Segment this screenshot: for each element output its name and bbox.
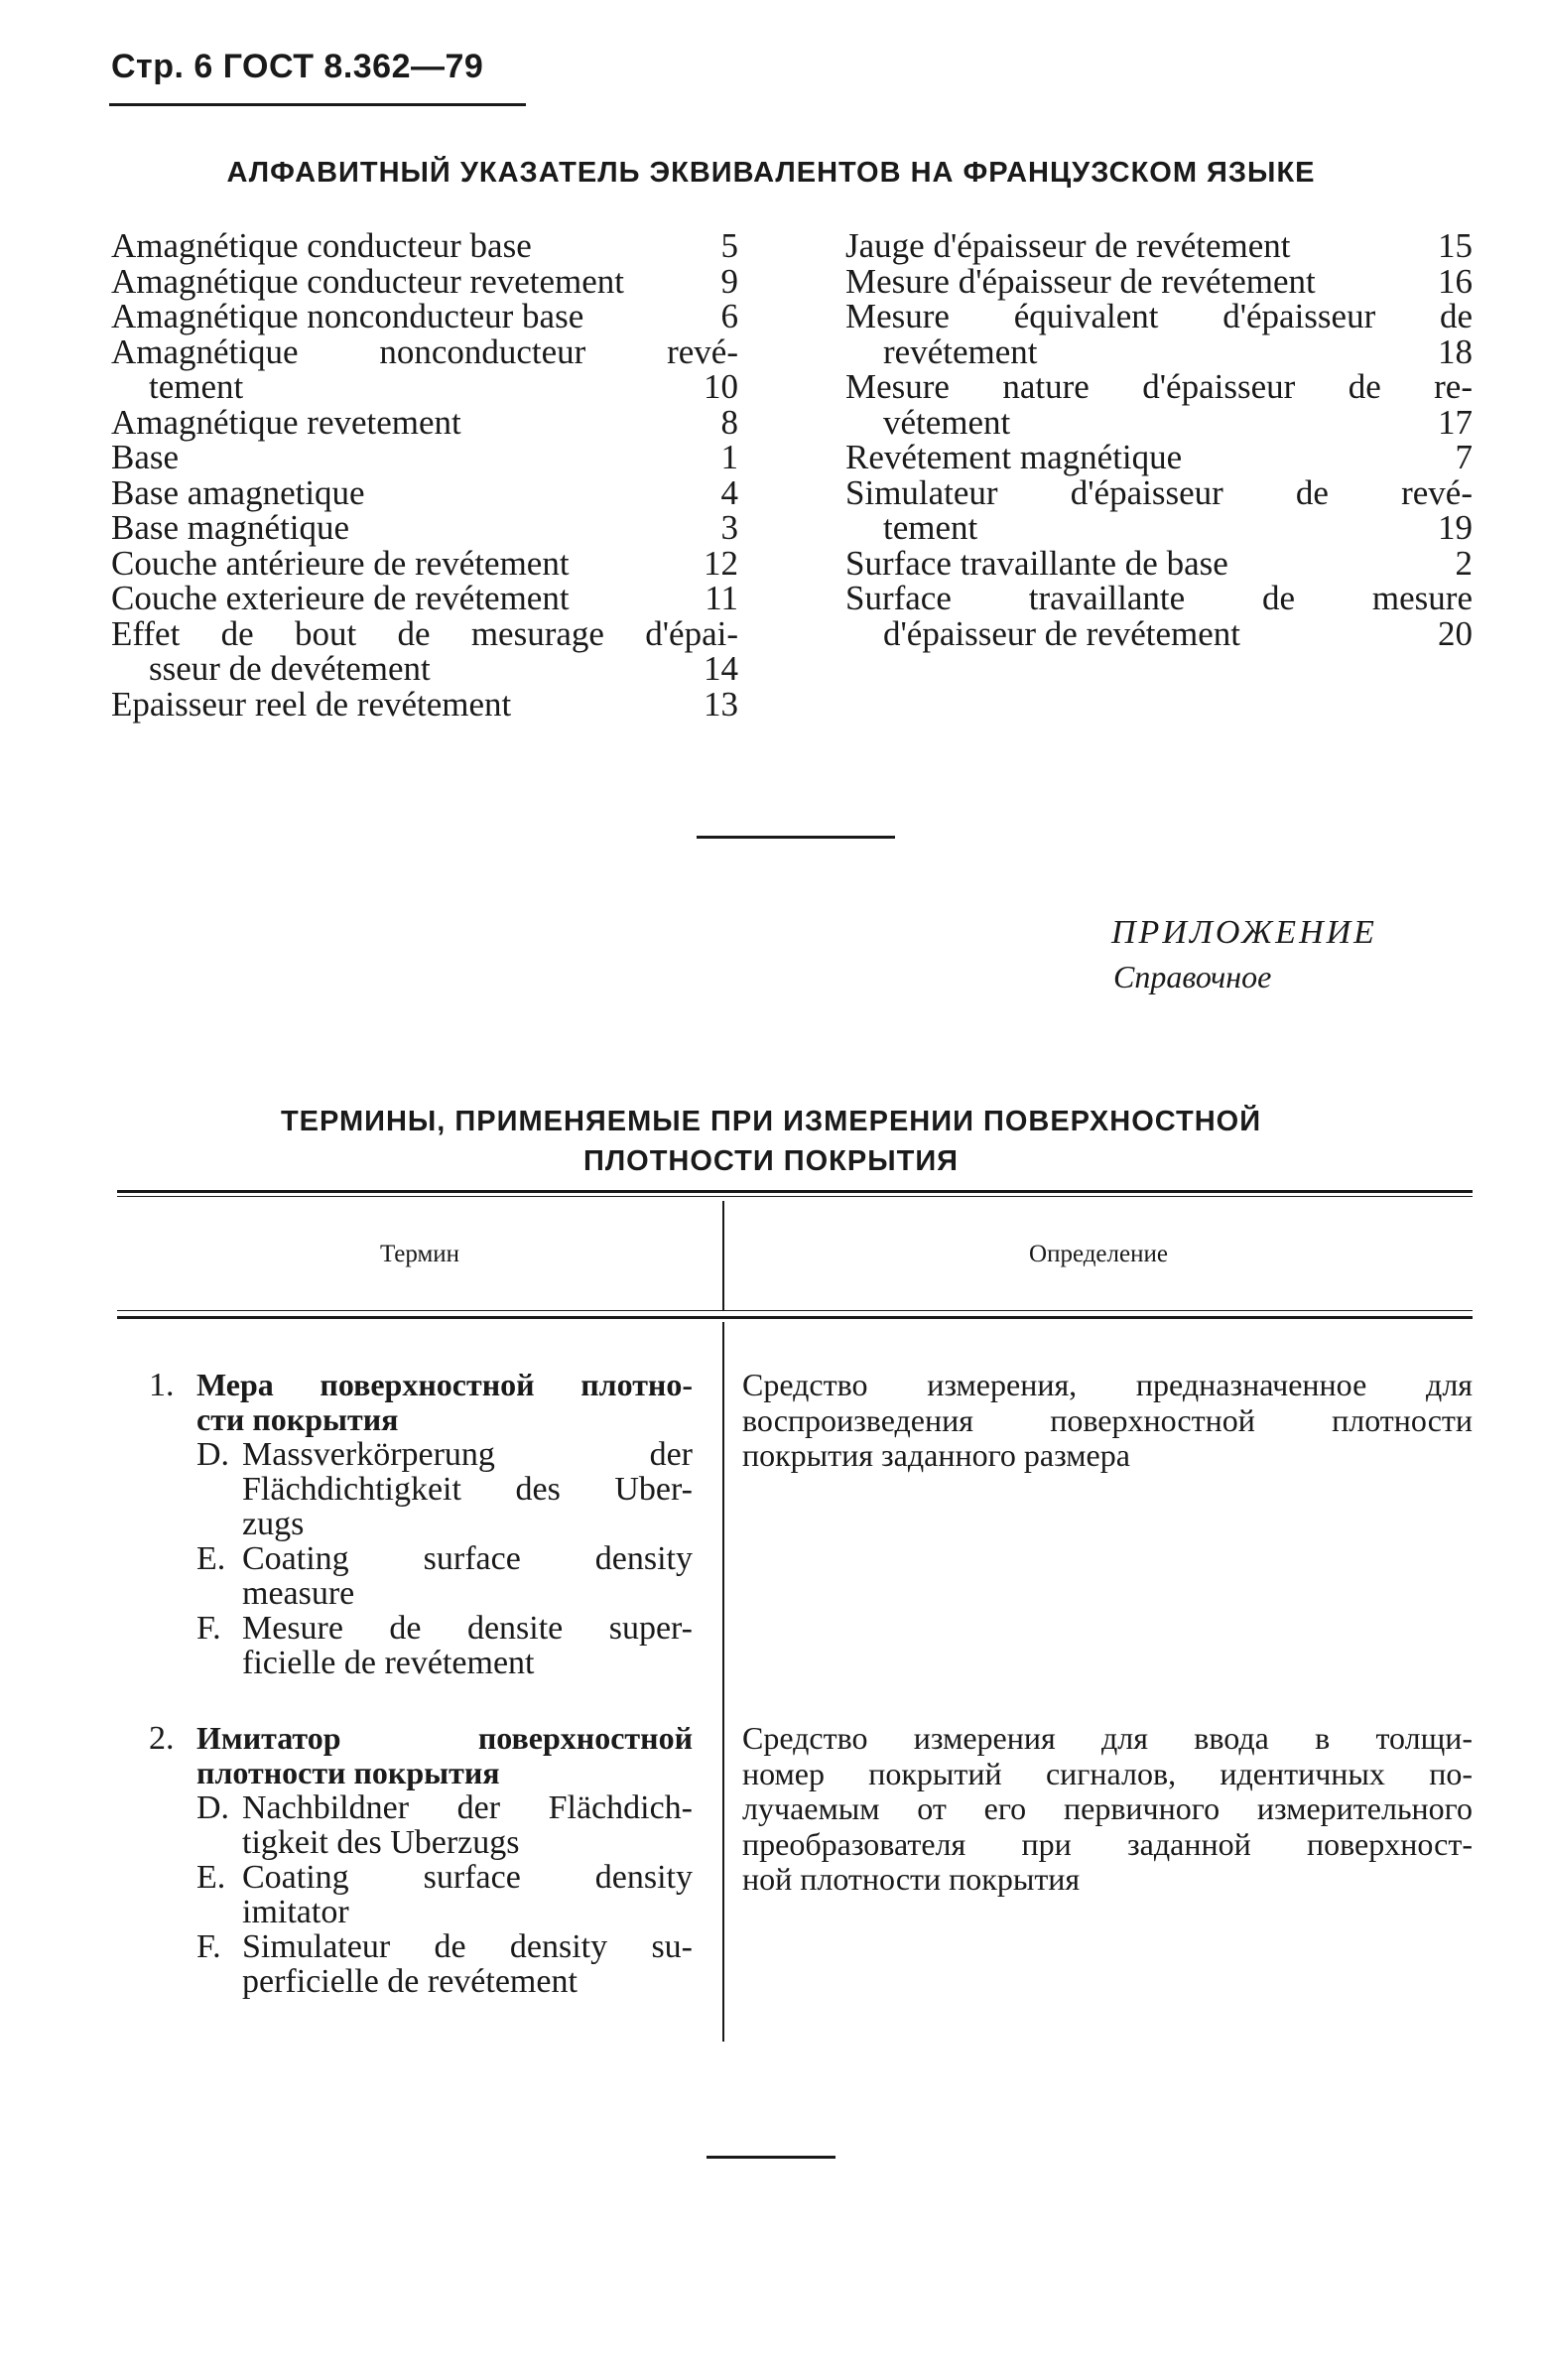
index-entry-line bbox=[111, 402, 738, 442]
index-entry-text: Base magnétique bbox=[111, 508, 350, 547]
foreign-term-line: tigkeit des Uberzugs bbox=[242, 1824, 520, 1861]
column-header-definition: Определение bbox=[1029, 1241, 1168, 1267]
index-entry-text: tement bbox=[883, 508, 978, 547]
index-entry-text: Jauge d'épaisseur de revétement bbox=[845, 226, 1291, 265]
index-entry-text: sseur de devétement bbox=[149, 649, 431, 688]
appendix-title: ПРИЛОЖЕНИЕ bbox=[1111, 914, 1377, 951]
language-code: E. bbox=[196, 1859, 226, 1896]
index-entry-line bbox=[111, 651, 738, 687]
index-entry-text: Amagnétique nonconducteur revé- bbox=[111, 331, 738, 371]
index-entry-text: Surface travaillante de base bbox=[845, 543, 1228, 583]
index-entry-line bbox=[111, 613, 738, 653]
index-title: АЛФАВИТНЫЙ УКАЗАТЕЛЬ ЭКВИВАЛЕНТОВ НА ФРАНЦУЗСКОМ ЯЗЫКЕ bbox=[226, 157, 1316, 189]
term-number: 1. bbox=[149, 1367, 175, 1403]
foreign-term-line: ficielle de revétement bbox=[242, 1645, 535, 1681]
term-foreign-equivalent bbox=[196, 1790, 693, 1860]
definition-entry-2 bbox=[742, 1721, 1473, 1898]
index-entry-line bbox=[845, 402, 1473, 442]
index-entry-line bbox=[111, 684, 738, 724]
index-entry-text: Amagnétique conducteur base bbox=[111, 226, 532, 265]
index-entry-number: 4 bbox=[720, 472, 738, 512]
index-entry-text: revétement bbox=[883, 331, 1038, 371]
index-entry-text: Effet de bout de mesurage d'épai- bbox=[111, 613, 738, 653]
term-number: 2. bbox=[149, 1720, 175, 1757]
index-entry-number: 12 bbox=[704, 543, 738, 583]
term-foreign-equivalent bbox=[196, 1929, 693, 1999]
definition-line: преобразователя при заданной поверхност- bbox=[742, 1825, 1473, 1862]
foreign-term-line: Coating surface density bbox=[242, 1540, 693, 1577]
index-entry-line bbox=[845, 261, 1473, 301]
language-code: F. bbox=[196, 1610, 221, 1647]
index-entry-text: Couche exterieure de revétement bbox=[111, 579, 570, 617]
definition-line: Средство измерения для ввода в толщи- bbox=[742, 1720, 1473, 1756]
index-entry-line bbox=[845, 581, 1473, 616]
foreign-term-line: measure bbox=[242, 1575, 355, 1612]
foreign-term-line: Massverkörperung der bbox=[242, 1436, 693, 1473]
index-entry-number: 2 bbox=[1455, 543, 1473, 583]
index-entry-number: 1 bbox=[720, 438, 738, 476]
terms-title-line2: ПЛОТНОСТИ ПОКРЫТИЯ bbox=[582, 1145, 960, 1177]
index-entry-text: Mesure équivalent d'épaisseur de bbox=[845, 297, 1473, 335]
definition-line: лучаемым от его первичного измерительного bbox=[742, 1790, 1473, 1826]
definition-entry-1 bbox=[742, 1368, 1473, 1474]
term-foreign-equivalent bbox=[196, 1437, 693, 1541]
table-top-rule-thin bbox=[117, 1196, 1473, 1197]
header-rule bbox=[109, 103, 526, 106]
table-top-rule bbox=[117, 1190, 1473, 1193]
foreign-term-line: Simulateur de density su- bbox=[242, 1928, 693, 1965]
language-code: E. bbox=[196, 1540, 226, 1577]
section-divider bbox=[697, 836, 895, 839]
term-russian-name: Мера поверхностной плотно- bbox=[196, 1367, 693, 1402]
term-russian-name: сти покрытия bbox=[196, 1401, 399, 1437]
index-entry-text: Surface travaillante de mesure bbox=[845, 579, 1473, 617]
index-entry-number: 8 bbox=[720, 402, 738, 442]
definition-line: Средство измерения, предназначенное для bbox=[742, 1367, 1473, 1402]
language-code: D. bbox=[196, 1789, 230, 1826]
index-entry-number: 11 bbox=[705, 579, 738, 617]
index-entry-number: 19 bbox=[1438, 508, 1473, 547]
appendix-subtitle: Справочное bbox=[1113, 959, 1272, 994]
term-russian-name: Имитатор поверхностной bbox=[196, 1720, 693, 1756]
column-header-term: Термин bbox=[379, 1241, 460, 1267]
term-foreign-equivalent bbox=[196, 1611, 693, 1680]
index-entry-line bbox=[111, 472, 738, 512]
foreign-term-line: Mesure de densite super- bbox=[242, 1610, 693, 1647]
index-entry-line bbox=[111, 543, 738, 583]
index-entry-text: Base bbox=[111, 438, 180, 476]
foreign-term-line: zugs bbox=[242, 1506, 305, 1542]
definition-line: покрытия заданного размера bbox=[742, 1437, 1130, 1473]
index-entry-number: 10 bbox=[704, 367, 738, 406]
term-russian-name: плотности покрытия bbox=[196, 1755, 500, 1790]
index-entry-line bbox=[111, 581, 738, 616]
index-entry-text: Mesure nature d'épaisseur de re- bbox=[845, 367, 1473, 406]
index-entry-number: 20 bbox=[1438, 613, 1473, 653]
foreign-term-line: Nachbildner der Flächdich- bbox=[242, 1789, 693, 1826]
language-code: F. bbox=[196, 1928, 221, 1965]
definition-line: ной плотности покрытия bbox=[742, 1861, 1081, 1897]
terms-title-line1: ТЕРМИНЫ, ПРИМЕНЯЕМЫЕ ПРИ ИЗМЕРЕНИИ ПОВЕРХНОСТНОЙ bbox=[280, 1106, 1262, 1137]
index-entry-number: 16 bbox=[1438, 261, 1473, 301]
index-entry-number: 13 bbox=[704, 684, 738, 724]
index-entry-text: Simulateur d'épaisseur de revé- bbox=[845, 472, 1473, 512]
table-header-rule-thin bbox=[117, 1310, 1473, 1311]
index-entry-text: tement bbox=[149, 367, 244, 406]
table-header-rule bbox=[117, 1316, 1473, 1319]
index-entry-text: Base amagnetique bbox=[111, 472, 365, 512]
foreign-term-line: Flächdichtigkeit des Uber- bbox=[242, 1471, 693, 1508]
index-entry-number: 3 bbox=[720, 508, 738, 547]
index-entry-line bbox=[845, 440, 1473, 475]
term-body bbox=[149, 1721, 693, 1999]
foreign-term-line: imitator bbox=[242, 1894, 349, 1930]
index-entry-line bbox=[845, 510, 1473, 546]
table-body-divider bbox=[722, 1322, 724, 2042]
index-entry-line bbox=[111, 261, 738, 301]
index-entry-text: Couche antérieure de revétement bbox=[111, 543, 570, 583]
language-code: D. bbox=[196, 1436, 230, 1473]
index-entry-line bbox=[111, 299, 738, 334]
index-entry-line bbox=[845, 299, 1473, 334]
index-entry-line bbox=[111, 228, 738, 264]
index-entry-text: Mesure d'épaisseur de revétement bbox=[845, 261, 1316, 301]
index-entry-number: 6 bbox=[720, 297, 738, 335]
index-entry-text: vétement bbox=[883, 402, 1011, 442]
index-entry-number: 17 bbox=[1438, 402, 1473, 442]
index-entry-number: 7 bbox=[1455, 438, 1473, 476]
index-entry-text: Revétement magnétique bbox=[845, 438, 1183, 476]
index-entry-line bbox=[111, 440, 738, 475]
term-entry-2 bbox=[149, 1721, 693, 1999]
index-entry-line bbox=[111, 331, 738, 371]
index-entry-line bbox=[111, 510, 738, 546]
appendix-label bbox=[1111, 911, 1377, 998]
index-entry-text: d'épaisseur de revétement bbox=[883, 613, 1241, 653]
index-entry-line bbox=[845, 369, 1473, 405]
term-foreign-equivalent bbox=[196, 1541, 693, 1611]
index-entry-line bbox=[845, 228, 1473, 264]
index-entry-line bbox=[111, 369, 738, 405]
index-entry-number: 15 bbox=[1438, 226, 1473, 265]
index-entry-number: 18 bbox=[1438, 331, 1473, 371]
index-entry-text: Epaisseur reel de revétement bbox=[111, 684, 512, 724]
foreign-term-line: Coating surface density bbox=[242, 1859, 693, 1896]
index-entry-text: Amagnétique nonconducteur base bbox=[111, 297, 584, 335]
index-entry-number: 14 bbox=[704, 649, 738, 688]
index-entry-line bbox=[845, 331, 1473, 371]
definition-line: воспроизведения поверхностной плотности bbox=[742, 1401, 1473, 1438]
index-entry-line bbox=[845, 613, 1473, 653]
index-right-column bbox=[845, 228, 1473, 651]
index-entry-line bbox=[845, 543, 1473, 583]
index-left-column bbox=[111, 228, 738, 722]
definition-line: номер покрытий сигналов, идентичных по- bbox=[742, 1755, 1473, 1791]
index-entry-line bbox=[845, 472, 1473, 512]
foreign-term-line: perficielle de revétement bbox=[242, 1963, 578, 2000]
index-entry-text: Amagnétique conducteur revetement bbox=[111, 261, 625, 301]
term-entry-1 bbox=[149, 1368, 693, 1680]
index-entry-number: 9 bbox=[720, 261, 738, 301]
index-entry-number: 5 bbox=[720, 226, 738, 265]
page-header: Стр. 6 ГОСТ 8.362—79 bbox=[111, 48, 484, 85]
term-body bbox=[149, 1368, 693, 1680]
index-entry-text: Amagnétique revetement bbox=[111, 402, 461, 442]
term-foreign-equivalent bbox=[196, 1860, 693, 1929]
end-divider bbox=[707, 2156, 835, 2159]
